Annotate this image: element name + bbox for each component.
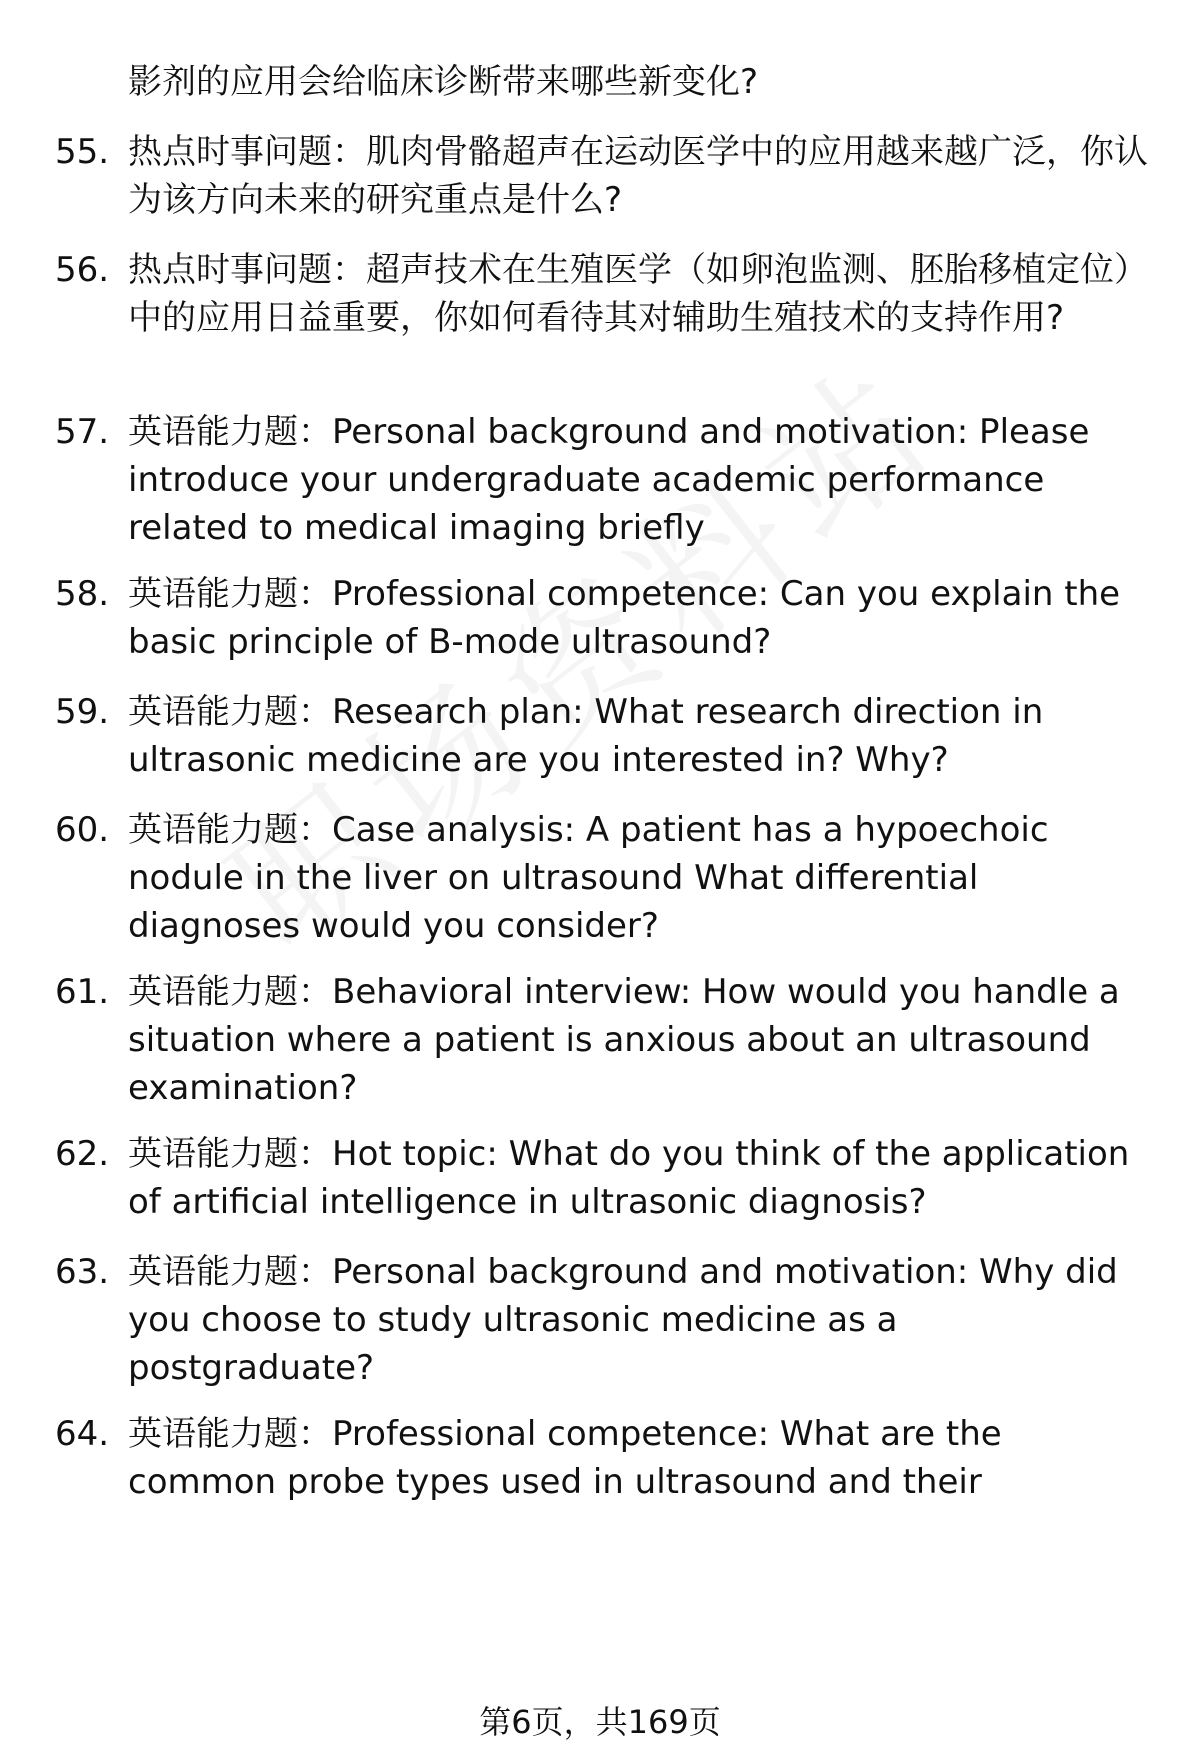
question-number: 63. xyxy=(55,1252,110,1292)
question-text: 热点时事问题：肌肉骨骼超声在运动医学中的应用越来越广泛，你认为该方向未来的研究重点是什么? xyxy=(128,132,1148,220)
question-number: 59. xyxy=(55,692,110,732)
question-number: 55. xyxy=(55,132,110,172)
question-item xyxy=(55,246,1150,342)
question-number: 56. xyxy=(55,250,110,290)
question-item xyxy=(55,1130,1150,1226)
question-text: 英语能力题：Personal background and motivation: Why did you choose to study ultrasonic medicine as a postgraduate? xyxy=(128,1252,1118,1388)
question-item xyxy=(55,128,1150,224)
question-number: 58. xyxy=(55,574,110,614)
question-continuation: 影剂的应用会给临床诊断带来哪些新变化? xyxy=(128,62,759,102)
page-footer: 第6页，共169页 xyxy=(479,1703,721,1741)
question-number: 57. xyxy=(55,412,110,452)
question-number: 61. xyxy=(55,972,110,1012)
question-text: 英语能力题：Case analysis: A patient has a hypoechoic nodule in the liver on ultrasound What differential diagnoses would you consider? xyxy=(128,810,1049,946)
question-text: 英语能力题：Professional competence: Can you explain the basic principle of B-mode ultrasound? xyxy=(128,574,1121,662)
question-item xyxy=(55,1410,1150,1506)
question-text: 英语能力题：Hot topic: What do you think of the application of artificial intelligence in ultrasonic diagnosis? xyxy=(128,1134,1130,1222)
question-text: 英语能力题：Professional competence: What are the common probe types used in ultrasound and their xyxy=(128,1414,1002,1502)
question-number: 64. xyxy=(55,1414,110,1454)
question-number: 62. xyxy=(55,1134,110,1174)
question-text: 热点时事问题：超声技术在生殖医学（如卵泡监测、胚胎移植定位）中的应用日益重要，你如何看待其对辅助生殖技术的支持作用? xyxy=(128,250,1148,338)
question-text: 英语能力题：Behavioral interview: How would you handle a situation where a patient is anxious about an ultrasound examination? xyxy=(128,972,1120,1108)
question-item xyxy=(55,968,1150,1112)
question-item xyxy=(55,408,1150,552)
question-item xyxy=(55,1248,1150,1392)
question-item xyxy=(55,806,1150,950)
question-item xyxy=(55,688,1150,784)
question-item xyxy=(55,570,1150,666)
question-number: 60. xyxy=(55,810,110,850)
question-text: 英语能力题：Research plan: What research direction in ultrasonic medicine are you interested in? Why? xyxy=(128,692,1044,780)
question-text: 英语能力题：Personal background and motivation: Please introduce your undergraduate academic performance related to medical imaging briefly xyxy=(128,412,1090,548)
